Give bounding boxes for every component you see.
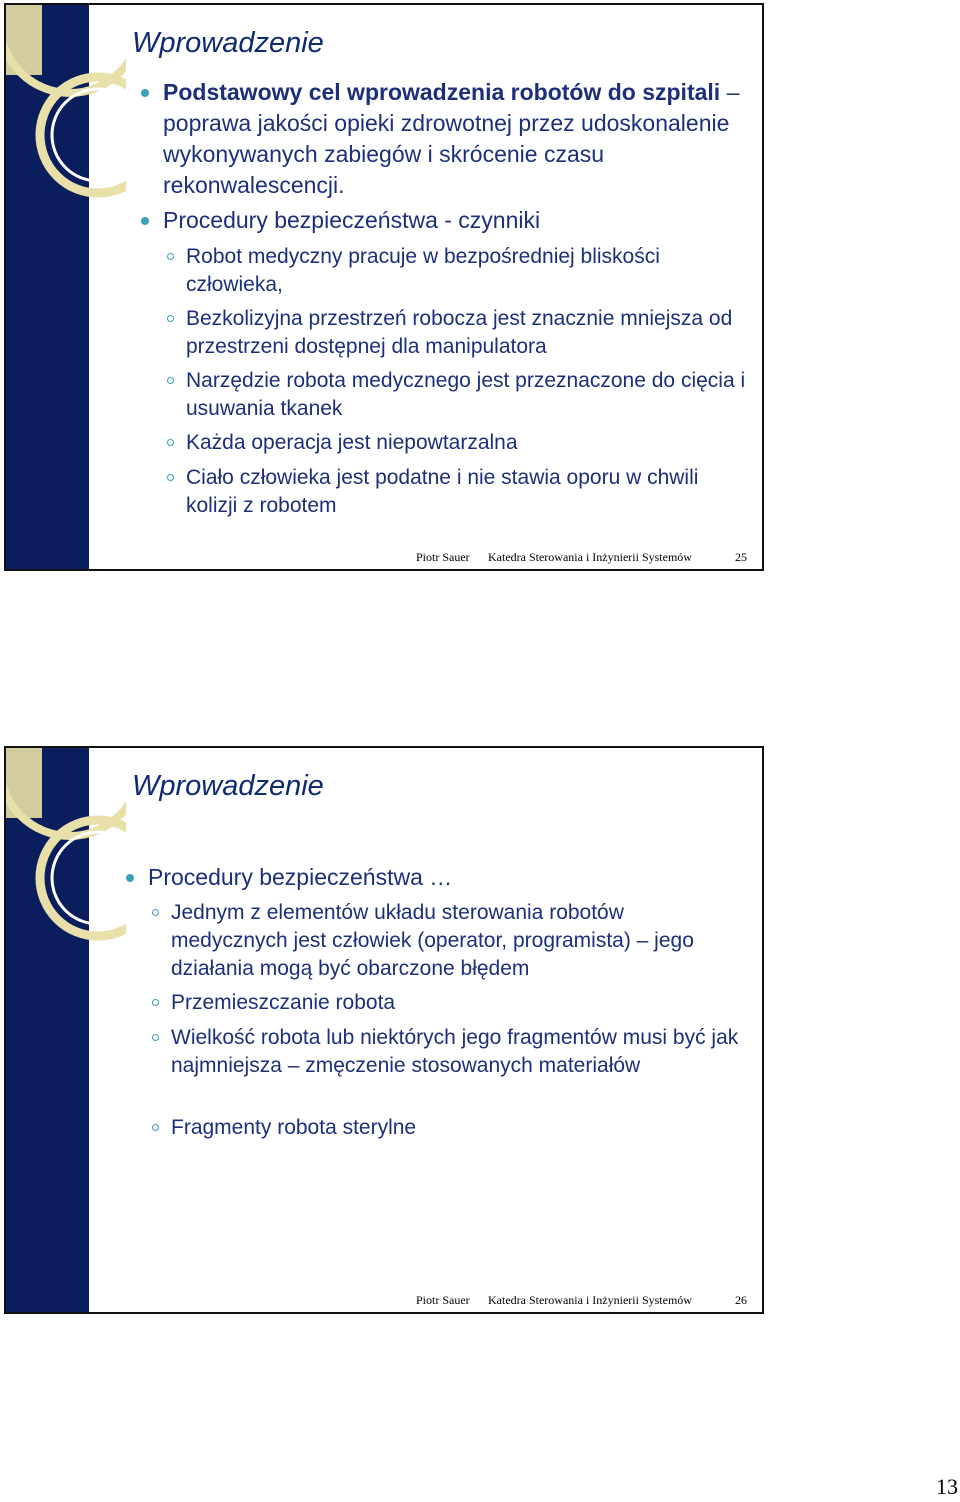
bullet-bold-text: Podstawowy cel wprowadzenia robotów do szpitali <box>163 79 721 105</box>
slide-26 <box>4 746 764 1314</box>
sub-bullet-text: Narzędzie robota medycznego jest przeznaczone do cięcia i usuwania tkanek <box>186 369 746 420</box>
sub-bullet-ring-icon <box>167 377 174 384</box>
sub-bullet-ring-icon <box>152 909 159 916</box>
sub-bullet-text: Bezkolizyjna przestrzeń robocza jest znacznie mniejsza od przestrzeni dostępnej dla manipulatora <box>186 307 733 358</box>
sub-bullet-text: Ciało człowieka jest podatne i nie stawia oporu w chwili kolizji z robotem <box>186 466 699 517</box>
slide-number: 25 <box>735 550 747 564</box>
bullet-text: – poprawa jakości opieki zdrowotnej przez udoskonalenie wykonywanych zabiegów i skrócenie czasu rekonwalescencji. <box>163 79 740 198</box>
sub-bullet-ring-icon <box>152 1034 159 1041</box>
bullet-safety-procedures <box>148 862 748 893</box>
sub-bullet <box>186 243 746 299</box>
page-number: 13 <box>936 1474 958 1499</box>
sub-bullet-ring-icon <box>152 1124 159 1131</box>
sub-bullet-ring-icon <box>167 439 174 446</box>
bullet-dot-icon <box>141 89 149 97</box>
sub-bullet-text: Wielkość robota lub niektórych jego fragmentów musi być jak najmniejsza – zmęczenie stosowanych materiałów <box>171 1026 739 1077</box>
slide-number: 26 <box>735 1293 747 1307</box>
sub-bullet <box>186 305 746 361</box>
sub-bullet-text: Fragmenty robota sterylne <box>171 1116 417 1139</box>
sub-bullet <box>171 899 741 983</box>
sub-bullet-ring-icon <box>152 999 159 1006</box>
sub-bullet-ring-icon <box>167 315 174 322</box>
sub-bullet-text: Każda operacja jest niepowtarzalna <box>186 431 518 454</box>
sub-bullet <box>186 367 746 423</box>
bullet-safety-factors <box>163 205 743 236</box>
footer-department: Katedra Sterowania i Inżynierii Systemów <box>488 550 692 564</box>
slide-title: Wprowadzenie <box>132 770 324 802</box>
sub-bullet <box>171 989 741 1017</box>
sub-bullet <box>186 429 746 457</box>
slide-title: Wprowadzenie <box>132 27 324 59</box>
decorative-circles-icon <box>6 5 126 205</box>
footer-department: Katedra Sterowania i Inżynierii Systemów <box>488 1293 692 1307</box>
sub-bullet-ring-icon <box>167 474 174 481</box>
slide-25 <box>4 3 764 571</box>
bullet-text: Procedury bezpieczeństwa - czynniki <box>163 207 541 233</box>
sub-bullet <box>186 464 746 520</box>
decorative-circles-icon <box>6 748 126 948</box>
footer-author: Piotr Sauer <box>416 1293 470 1307</box>
bullet-main-goal <box>163 77 743 201</box>
sub-bullet-text: Jednym z elementów układu sterowania robotów medycznych jest człowiek (operator, programista) – jego działania mogą być obarczone błędem <box>171 901 694 980</box>
footer-author: Piotr Sauer <box>416 550 470 564</box>
sub-bullet-ring-icon <box>167 253 174 260</box>
bullet-text: Procedury bezpieczeństwa … <box>148 864 453 890</box>
bullet-dot-icon <box>141 217 149 225</box>
sub-bullet <box>171 1114 741 1142</box>
bullet-dot-icon <box>126 874 134 882</box>
sub-bullet <box>171 1024 741 1080</box>
sub-bullet-text: Robot medyczny pracuje w bezpośredniej bliskości człowieka, <box>186 245 660 296</box>
sub-bullet-text: Przemieszczanie robota <box>171 991 396 1014</box>
